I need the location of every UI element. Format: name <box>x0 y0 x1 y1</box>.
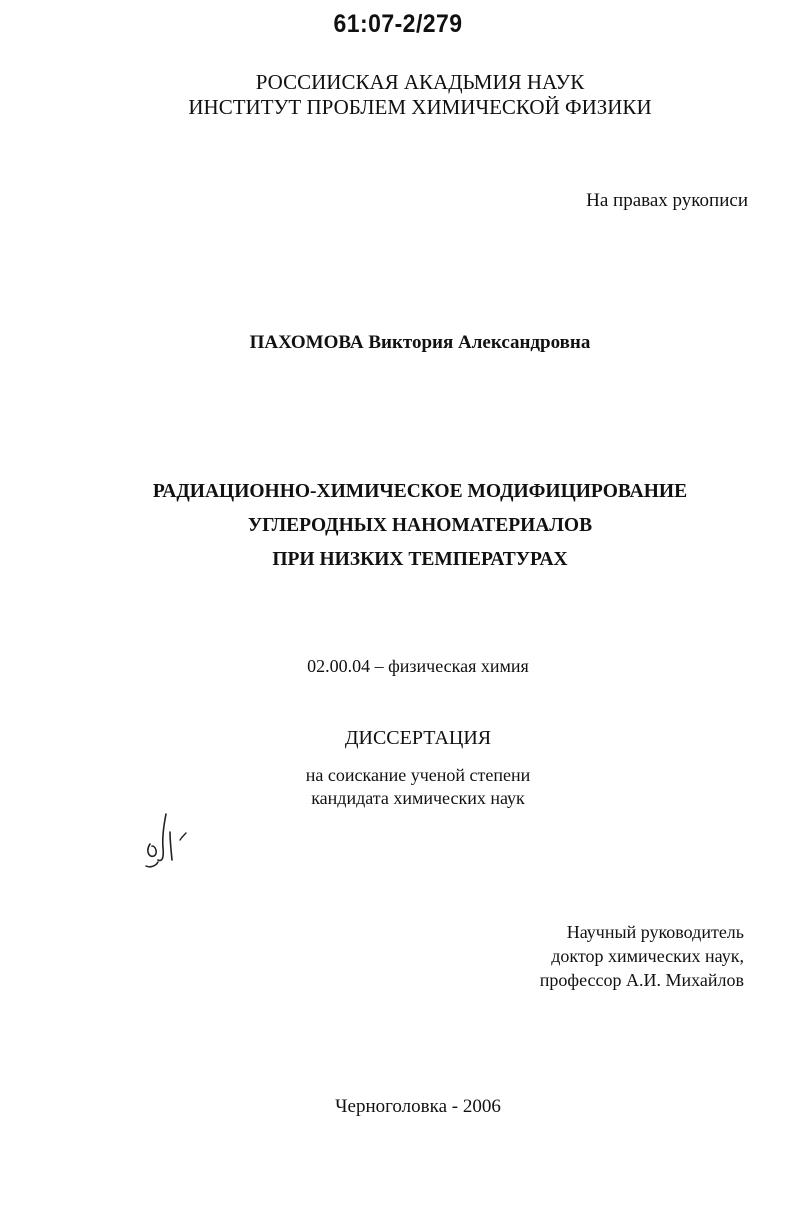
specialty-code: 02.00.04 – физическая химия <box>307 656 529 676</box>
archive-stamp-number: 61:07-2/279 <box>333 10 463 38</box>
dissertation-title <box>0 475 796 577</box>
rights-note: На правах рукописи <box>586 190 748 211</box>
place-and-year: Черноголовка - 2006 <box>335 1096 501 1117</box>
advisor-line-3: профессор А.И. Михайлов <box>539 970 744 990</box>
title-line-2: УГЛЕРОДНЫХ НАНОМАТЕРИАЛОВ <box>247 515 593 536</box>
document-type: ДИССЕРТАЦИЯ <box>344 727 492 749</box>
organization-header <box>0 70 796 120</box>
organization-line-1: РОССИИСКАЯ АКАДЬМИЯ НАУК <box>255 70 585 94</box>
title-line-1: РАДИАЦИОННО-ХИМИЧЕСКОЕ МОДИФИЦИРОВАНИЕ <box>152 481 688 502</box>
degree-description <box>0 764 796 810</box>
organization-line-2: ИНСТИТУТ ПРОБЛЕМ ХИМИЧЕСКОЙ ФИЗИКИ <box>188 95 652 119</box>
title-line-3: ПРИ НИЗКИХ ТЕМПЕРАТУРАХ <box>272 549 568 570</box>
degree-line-1: на соискание ученой степени <box>305 765 531 785</box>
advisor-line-2: доктор химических наук, <box>551 946 744 966</box>
advisor-line-1: Научный руководитель <box>566 922 744 942</box>
author-name: ПАХОМОВА Виктория Александровна <box>249 332 591 353</box>
scientific-advisor <box>540 920 744 992</box>
degree-line-2: кандидата химических наук <box>311 788 525 808</box>
handwritten-signature-mark <box>140 810 200 880</box>
